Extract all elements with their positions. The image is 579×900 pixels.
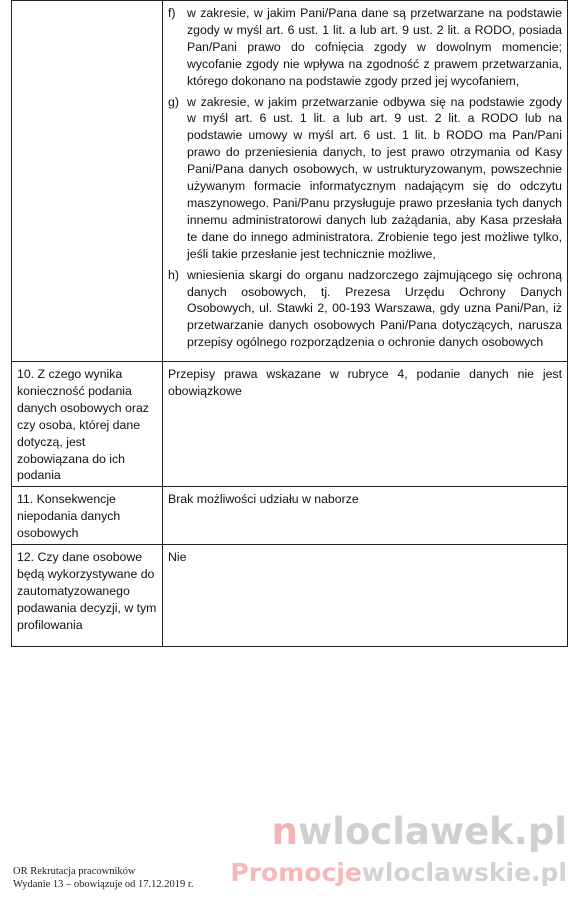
list-item <box>168 5 562 90</box>
row-content: Nie <box>163 545 568 647</box>
table-row <box>12 545 568 647</box>
list-marker: g) <box>168 94 179 109</box>
row-content: Brak możliwości udziału w naborze <box>163 487 568 545</box>
rights-list-cell <box>163 1 568 362</box>
list-marker: h) <box>168 267 179 282</box>
table-row <box>12 487 568 545</box>
document-footer <box>13 866 193 891</box>
watermark-logo-secondary <box>230 858 567 887</box>
list-item-text: w zakresie, w jakim przetwarzanie odbywa się na podstawie zgody w myśl art. 6 ust. 1 lit. a lub art. 9 ust. 2 lit. a RODO lub na podstawie umowy w myśl art. 6 ust. 1 lit. b RODO ma Pan/Pani prawo do przeniesienia danych, to jest prawo otrzymania od Kasy Pani/Pana danych osobowych, w ustrukturyzowanym, powszechnie używanym formacie informatycznym nadającym się do odczytu maszynowego. Pani/Panu przysługuje prawo przesłania tych danych innemu administratorowi danych lub zażądania, aby Kasa przesłała te dane do innego administratora. Zrobienie tego jest możliwe tylko, jeśli takie przesłanie jest technicznie możliwe, <box>187 94 562 261</box>
row-content: Przepisy prawa wskazane w rubryce 4, podanie danych nie jest obowiązkowe <box>163 362 568 487</box>
list-item <box>168 94 562 263</box>
table-row <box>12 1 568 362</box>
list-item-text: wniesienia skargi do organu nadzorczego zajmującego się ochroną danych osobowych, tj. Prezesa Urzędu Ochrony Danych Osobowych, ul. Stawki 2, 00-193 Warszawa, gdy uzna Pani/Pan, iż przetwarzanie danych osobowych Pani/Pana dotyczących, narusza przepisy ogólnego rozporządzenia o ochronie danych osobowych <box>187 267 562 350</box>
watermark-text: wloclawskie.pl <box>361 858 567 887</box>
rodo-info-table <box>11 0 568 647</box>
watermark-accent: Promocje <box>230 858 362 887</box>
watermark-accent: n <box>271 810 299 853</box>
table-row <box>12 362 568 487</box>
list-marker: f) <box>168 6 176 20</box>
row-label-empty <box>12 1 163 362</box>
watermark-text: wloclawek.pl <box>298 810 567 853</box>
row-label: 12. Czy dane osobowe będą wykorzystywane do zautomatyzowanego podawania decyzji, w tym profilowania <box>12 545 163 647</box>
footer-line-edition: Wydanie 13 – obowiązuje od 17.12.2019 r. <box>13 878 194 890</box>
footer-line-title: OR Rekrutacja pracowników <box>13 866 136 877</box>
row-label: 10. Z czego wynika konieczność podania danych osobowych oraz czy osoba, której dane dotyczą, jest zobowiązana do ich podania <box>12 362 163 487</box>
rights-list <box>168 5 562 351</box>
list-item <box>168 267 562 352</box>
row-label: 11. Konsekwencje niepodania danych osobowych <box>12 487 163 545</box>
watermark-logo-primary <box>272 810 567 853</box>
list-item-text: w zakresie, w jakim Pani/Pana dane są przetwarzane na podstawie zgody w myśl art. 6 ust. 1 lit. a lub art. 9 ust. 2 lit. a RODO, posiada Pan/Pani prawo do cofnięcia zgody w dowolnym momencie; wycofanie zgody nie wpływa na zgodność z prawem przetwarzania, którego dokonano na podstawie zgody przed jej wycofaniem, <box>187 6 562 88</box>
